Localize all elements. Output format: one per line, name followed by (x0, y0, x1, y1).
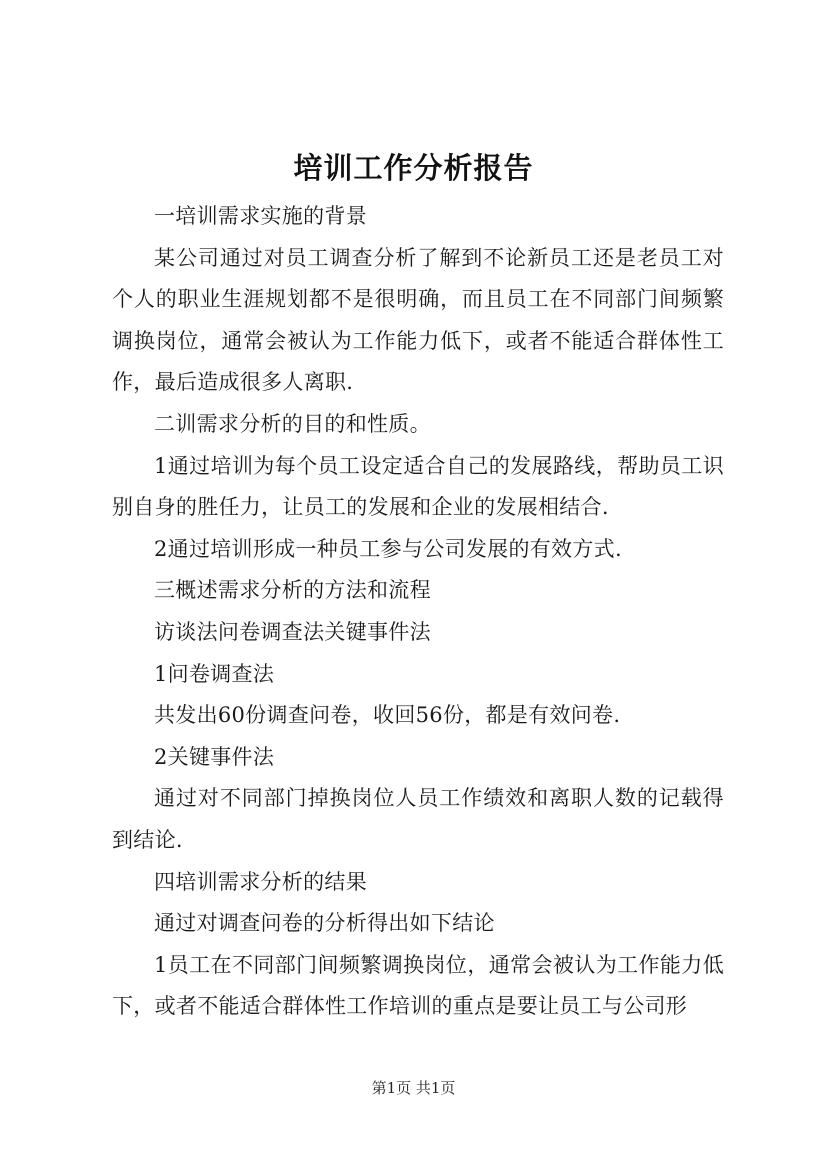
section-heading-methods: 三概述需求分析的方法和流程 (154, 578, 431, 603)
paragraph-methods-list: 访谈法问卷调查法关键事件法 (154, 619, 431, 644)
paragraph-background: 某公司通过对员工调查分析了解到不论新员工还是老员工对个人的职业生涯规划都不是很明确，而且员工在不同部门间频繁调换岗位，通常会被认为工作能力低下，或者不能适合群体性工作，最后造成很多人离职. (112, 245, 724, 395)
paragraph-purpose-1: 1通过培训为每个员工设定适合自己的发展路线，帮助员工识别自身的胜任力，让员工的发展和企业的发展相结合. (112, 453, 724, 520)
page-footer: 第1页 共1页 (371, 1079, 456, 1097)
paragraph-results-intro: 通过对调查问卷的分析得出如下结论 (154, 911, 495, 936)
document-body (112, 196, 724, 1028)
section-heading-background: 一培训需求实施的背景 (154, 204, 367, 228)
subheading-questionnaire: 1问卷调查法 (154, 661, 275, 686)
section-heading-purpose: 二训需求分析的目的和性质。 (154, 411, 431, 436)
document-title: 培训工作分析报告 (293, 151, 534, 185)
paragraph-questionnaire: 共发出60份调查问卷，收回56份，都是有效问卷. (154, 703, 621, 728)
subheading-critical-incident: 2关键事件法 (154, 744, 275, 769)
paragraph-results-1: 1员工在不同部门间频繁调换岗位，通常会被认为工作能力低下，或者不能适合群体性工作培训的重点是要让员工与公司形 (112, 952, 724, 1019)
section-heading-results: 四培训需求分析的结果 (154, 869, 367, 894)
paragraph-critical-incident: 通过对不同部门掉换岗位人员工作绩效和离职人数的记载得到结论. (112, 786, 724, 852)
paragraph-purpose-2: 2通过培训形成一种员工参与公司发展的有效方式. (154, 536, 622, 561)
